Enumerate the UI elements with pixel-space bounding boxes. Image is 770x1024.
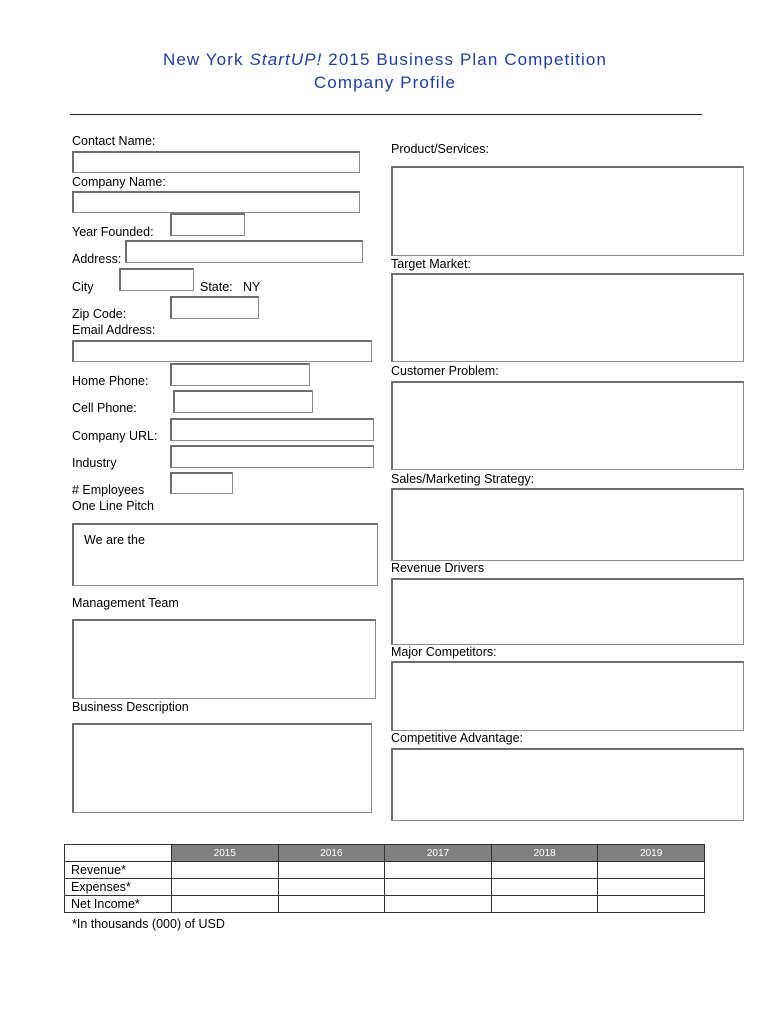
year-founded-input[interactable] [170, 213, 245, 236]
table-row [65, 862, 705, 879]
industry-label: Industry [72, 456, 117, 470]
page-title [0, 50, 770, 70]
major-competitors-label: Major Competitors: [391, 645, 497, 659]
target-market-label: Target Market: [391, 257, 471, 271]
company-url-label: Company URL: [72, 429, 158, 443]
sales-marketing-label: Sales/Marketing Strategy: [391, 472, 535, 486]
table-cell[interactable] [172, 896, 279, 913]
title-brand: StartUP! [249, 50, 323, 69]
industry-input[interactable] [170, 445, 374, 468]
competitive-advantage-label: Competitive Advantage: [391, 731, 524, 745]
row-label-expenses: Expenses* [65, 879, 172, 896]
product-services-input[interactable] [391, 166, 744, 256]
major-competitors-input[interactable] [391, 661, 744, 731]
pitch-value: We are the [84, 533, 145, 547]
table-row [65, 896, 705, 913]
financials-corner-cell [65, 845, 172, 862]
cell-phone-input[interactable] [173, 390, 313, 413]
title-prefix: New York [162, 50, 250, 69]
business-description-input[interactable] [72, 723, 372, 813]
year-header: 2017 [385, 845, 492, 862]
city-input[interactable] [119, 268, 194, 291]
contact-name-input[interactable] [72, 151, 360, 173]
home-phone-label: Home Phone: [72, 374, 149, 388]
title-divider [70, 114, 702, 115]
state-value: NY [243, 280, 261, 294]
cell-phone-label: Cell Phone: [72, 401, 137, 415]
state-label: State: [200, 280, 233, 294]
company-name-label: Company Name: [72, 175, 166, 189]
customer-problem-label: Customer Problem: [391, 364, 499, 378]
row-label-revenue: Revenue* [65, 862, 172, 879]
table-cell[interactable] [491, 896, 598, 913]
row-label-net-income: Net Income* [65, 896, 172, 913]
year-founded-label: Year Founded: [72, 225, 154, 239]
address-input[interactable] [125, 240, 363, 263]
year-header: 2018 [491, 845, 598, 862]
target-market-input[interactable] [391, 273, 744, 362]
management-team-input[interactable] [72, 619, 376, 699]
home-phone-input[interactable] [170, 363, 310, 386]
revenue-drivers-label: Revenue Drivers [391, 561, 485, 575]
year-header: 2019 [598, 845, 705, 862]
sales-marketing-input[interactable] [391, 488, 744, 561]
email-input[interactable] [72, 340, 372, 362]
table-cell[interactable] [598, 896, 705, 913]
table-cell[interactable] [278, 879, 385, 896]
page-subtitle: Company Profile [313, 73, 457, 92]
employees-label: # Employees [72, 483, 145, 497]
zip-code-input[interactable] [170, 296, 259, 319]
one-line-pitch-input[interactable] [72, 523, 378, 586]
table-cell[interactable] [278, 862, 385, 879]
email-label: Email Address: [72, 323, 156, 337]
city-label: City [72, 280, 94, 294]
management-team-label: Management Team [72, 596, 179, 610]
revenue-drivers-input[interactable] [391, 578, 744, 645]
financials-footnote: *In thousands (000) of USD [72, 917, 225, 931]
table-cell[interactable] [598, 862, 705, 879]
table-cell[interactable] [491, 862, 598, 879]
table-cell[interactable] [385, 896, 492, 913]
contact-name-label: Contact Name: [72, 134, 156, 148]
one-line-pitch-label: One Line Pitch [72, 499, 154, 513]
business-description-label: Business Description [72, 700, 189, 714]
table-cell[interactable] [385, 862, 492, 879]
table-cell[interactable] [172, 862, 279, 879]
company-url-input[interactable] [170, 418, 374, 441]
table-row [65, 879, 705, 896]
employees-input[interactable] [170, 472, 233, 494]
table-cell[interactable] [278, 896, 385, 913]
table-cell[interactable] [598, 879, 705, 896]
company-name-input[interactable] [72, 191, 360, 213]
address-label: Address: [72, 252, 122, 266]
year-header: 2016 [278, 845, 385, 862]
table-cell[interactable] [385, 879, 492, 896]
table-cell[interactable] [172, 879, 279, 896]
zip-code-label: Zip Code: [72, 307, 127, 321]
financials-header-row [65, 845, 705, 862]
customer-problem-input[interactable] [391, 381, 744, 470]
title-suffix: 2015 Business Plan Competition [322, 50, 608, 69]
financials-table [64, 844, 705, 913]
product-services-label: Product/Services: [391, 142, 489, 156]
competitive-advantage-input[interactable] [391, 748, 744, 821]
table-cell[interactable] [491, 879, 598, 896]
year-header: 2015 [172, 845, 279, 862]
